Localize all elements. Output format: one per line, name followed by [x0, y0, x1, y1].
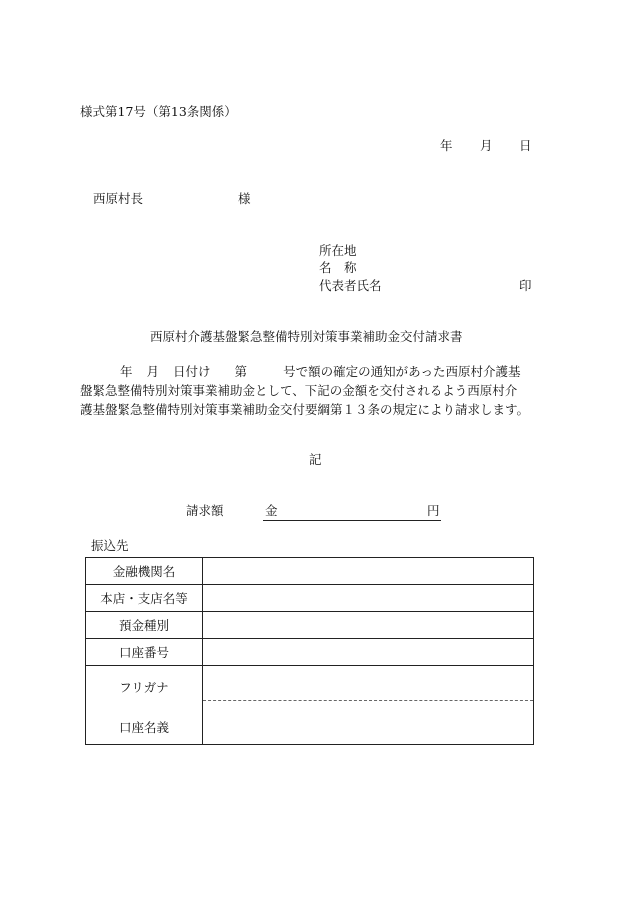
account-name-label: 口座名義: [118, 720, 169, 735]
bank-table: [85, 557, 534, 745]
furigana-field-divider: [203, 666, 533, 701]
document-title: 西原村介護基盤緊急整備特別対策事業補助金交付請求書: [150, 329, 463, 344]
body-dated: 日付け: [173, 364, 211, 379]
bank-row: [86, 612, 534, 639]
applicant-representative-label: 代表者氏名: [319, 278, 382, 293]
account-name-value-cell: [203, 666, 534, 745]
amount-unit: 円: [427, 503, 440, 518]
request-body: [80, 362, 570, 419]
ki-heading: 記: [309, 452, 322, 467]
bank-row-value: [203, 585, 534, 612]
applicant-location-label: 所在地: [319, 243, 357, 258]
bank-row-label: 口座番号: [86, 639, 203, 666]
account-name-label-cell: [86, 666, 203, 745]
date-month: 月: [480, 138, 493, 153]
bank-row-value: [203, 558, 534, 585]
bank-row-account-name: [86, 666, 534, 745]
seal-mark: 印: [519, 278, 532, 293]
bank-row-label: 預金種別: [86, 612, 203, 639]
body-month: 月: [146, 364, 160, 379]
bank-row: [86, 558, 534, 585]
amount-prefix: 金: [265, 503, 278, 518]
form-number: 様式第17号（第13条関係）: [80, 104, 237, 119]
body-line-2: 盤緊急整備特別対策事業補助金として、下記の金額を交付されるよう西原村介: [80, 383, 518, 398]
addressee-mayor: 西原村長: [93, 191, 144, 206]
amount-underline: [263, 520, 441, 521]
bank-row-value: [203, 639, 534, 666]
body-line-1-rest: 号で額の確定の通知があった西原村介護基: [283, 364, 521, 379]
date-year: 年: [440, 138, 453, 153]
bank-row-label: 本店・支店名等: [86, 585, 203, 612]
date-day: 日: [519, 138, 532, 153]
body-year: 年: [120, 364, 133, 379]
bank-row: [86, 639, 534, 666]
applicant-name-label: 名 称: [319, 260, 357, 275]
body-line-1: [80, 362, 570, 381]
bank-heading: 振込先: [91, 538, 129, 553]
bank-row-label: 金融機関名: [86, 558, 203, 585]
bank-row: [86, 585, 534, 612]
bank-row-value: [203, 612, 534, 639]
body-no: 第: [234, 364, 248, 379]
furigana-label: フリガナ: [119, 680, 169, 695]
amount-label: 請求額: [186, 503, 224, 518]
addressee-honorific: 様: [238, 191, 251, 206]
body-line-3: 護基盤緊急整備特別対策事業補助金交付要綱第１３条の規定により請求します。: [80, 402, 530, 417]
